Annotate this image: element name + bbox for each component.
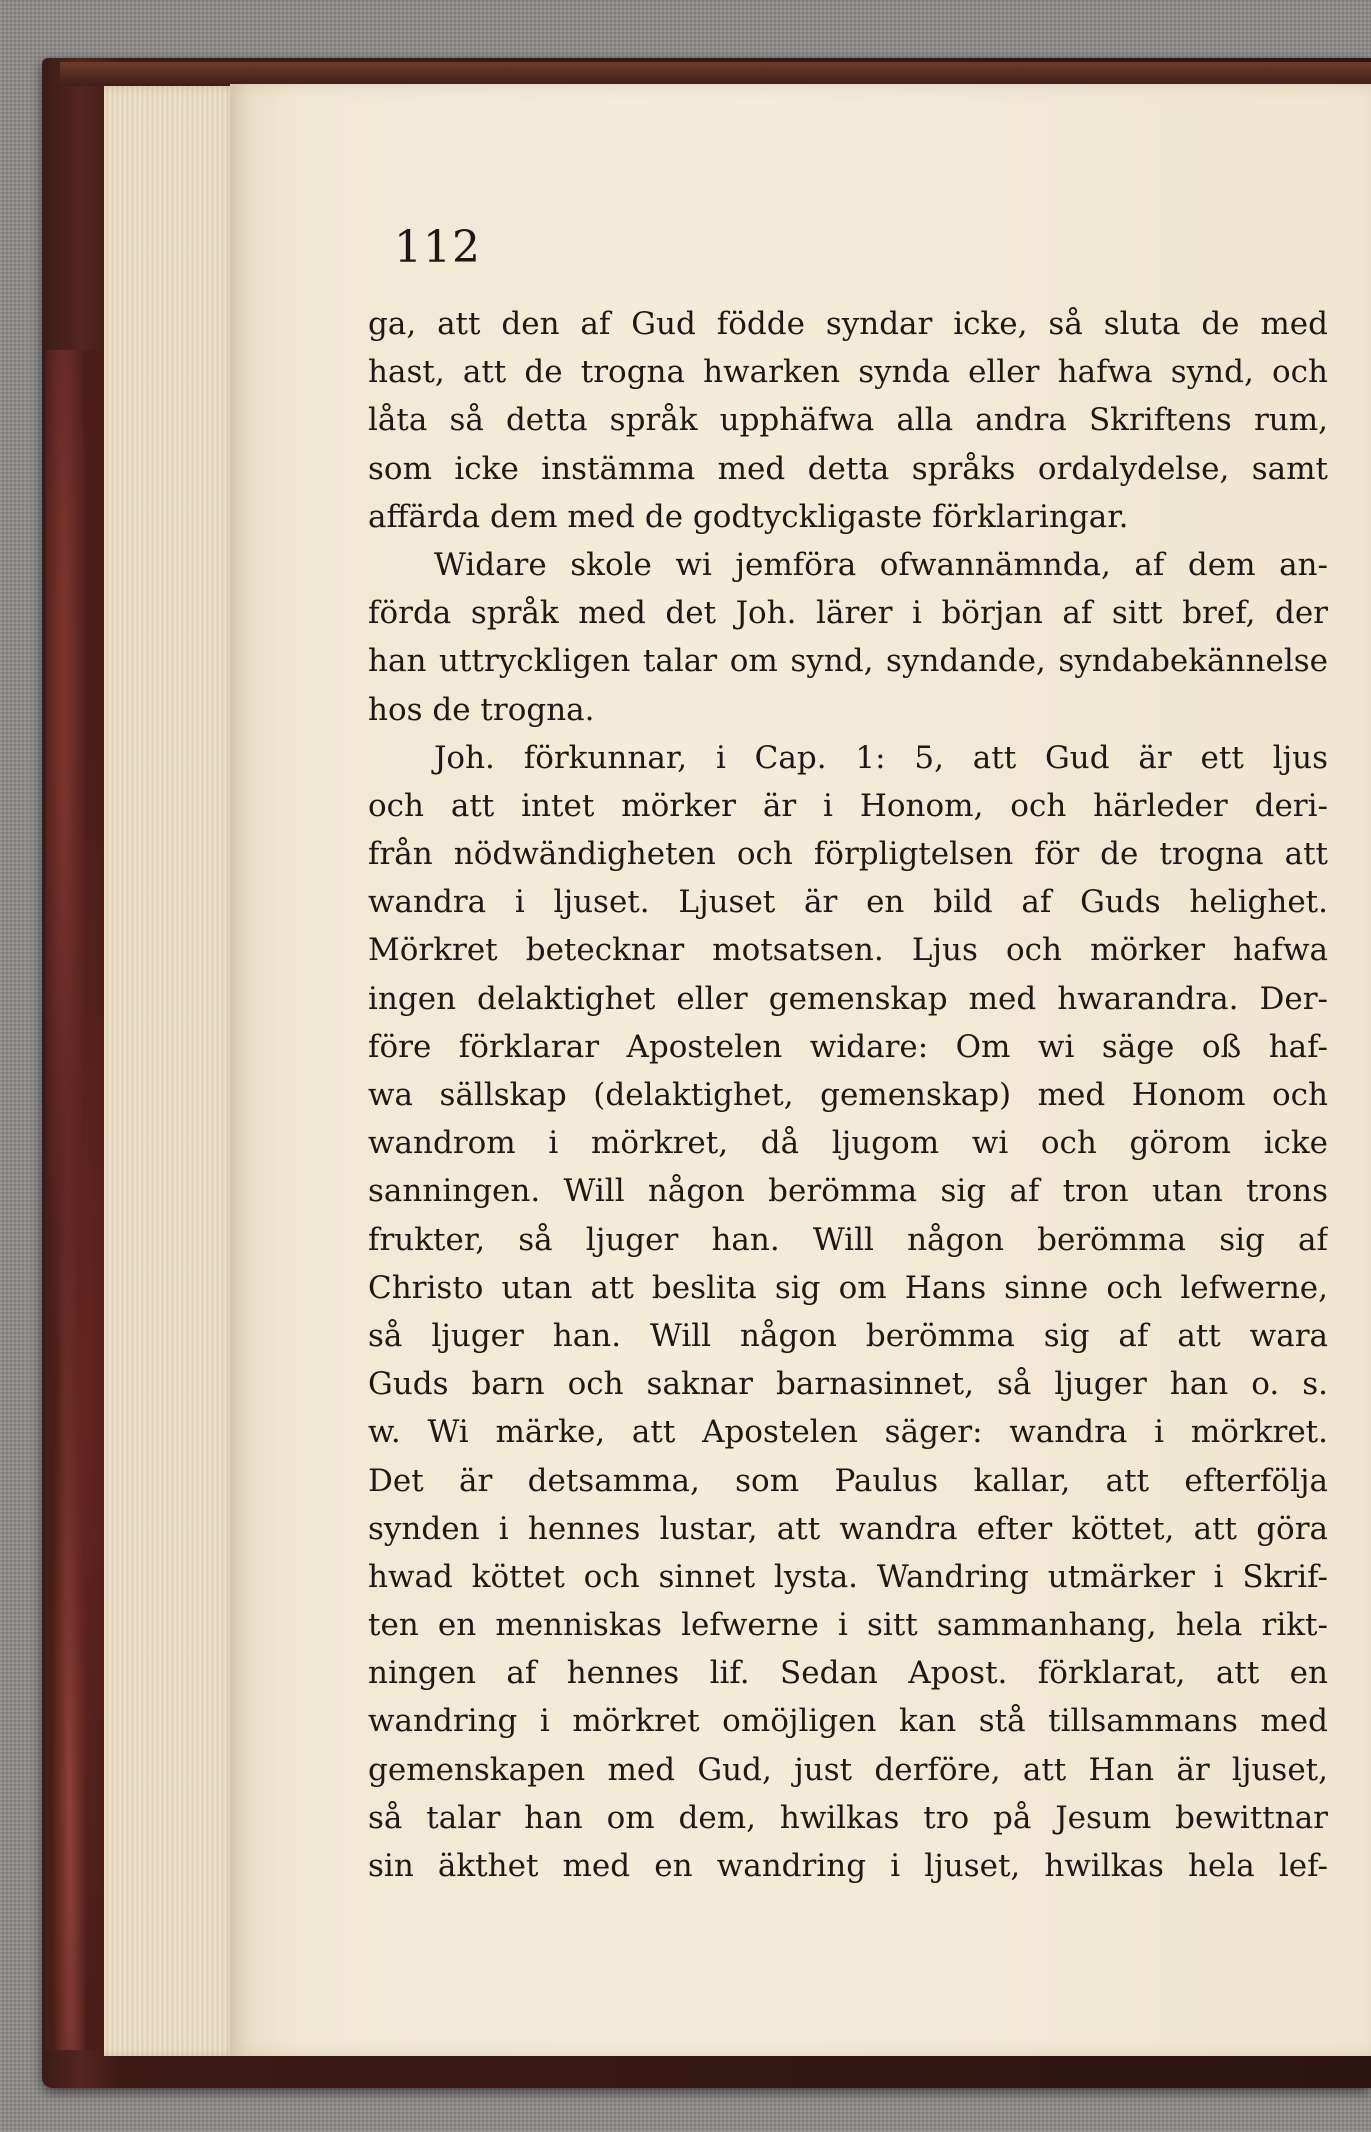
- text-line: wandring i mörkret omöjligen kan stå tillsammans med: [368, 1703, 1328, 1740]
- text-line: förda språk med det Joh. lärer i början af sitt bref, der: [368, 595, 1328, 632]
- marbled-cover-edge: [46, 350, 106, 2050]
- body-text: [368, 300, 1328, 1890]
- text-line: Widare skole wi jemföra ofwannämnda, af dem an-: [434, 546, 1328, 583]
- text-line: så talar han om dem, hwilkas tro på Jesum bewittnar: [368, 1799, 1328, 1836]
- text-line: från nödwändigheten och förpligtelsen för de trogna att: [368, 836, 1328, 873]
- text-line: Det är detsamma, som Paulus kallar, att efterfölja: [368, 1462, 1328, 1499]
- page-edges: [104, 86, 239, 2056]
- text-line: frukter, så ljuger han. Will någon berömma sig af: [368, 1221, 1328, 1258]
- text-line: synden i hennes lustar, att wandra efter köttet, att göra: [368, 1510, 1328, 1547]
- text-line: hwad köttet och sinnet lysta. Wandring utmärker i Skrif-: [368, 1558, 1328, 1595]
- text-line: ga, att den af Gud födde syndar icke, så sluta de med: [368, 306, 1328, 342]
- text-line: wa sällskap (delaktighet, gemenskap) med Honom och: [368, 1077, 1328, 1113]
- page-number: 112: [394, 222, 481, 273]
- text-line: wandrom i mörkret, då ljugom wi och görom icke: [368, 1125, 1328, 1162]
- text-line: Mörkret betecknar motsatsen. Ljus och mörker hafwa: [368, 932, 1328, 969]
- text-line: ningen af hennes lif. Sedan Apost. förklarat, att en: [368, 1655, 1328, 1692]
- text-line: så ljuger han. Will någon berömma sig af att wara: [368, 1317, 1328, 1354]
- text-line: före förklarar Apostelen widare: Om wi säge oß haf-: [368, 1028, 1328, 1065]
- text-line: Joh. förkunnar, i Cap. 1: 5, att Gud är ett ljus: [434, 739, 1328, 776]
- text-line: Guds barn och saknar barnasinnet, så ljuger han o. s.: [368, 1366, 1328, 1403]
- text-line: han uttryckligen talar om synd, syndande, syndabekännelse: [368, 643, 1328, 680]
- text-line: wandra i ljuset. Ljuset är en bild af Guds helighet.: [368, 884, 1328, 921]
- text-line: ingen delaktighet eller gemenskap med hwarandra. Der-: [368, 980, 1328, 1017]
- book-cover-top-edge: [60, 62, 1371, 86]
- text-line: och att intet mörker är i Honom, och härleder deri-: [368, 787, 1328, 824]
- text-line: hos de trogna.: [368, 691, 595, 728]
- text-line: w. Wi märke, att Apostelen säger: wandra i mörkret.: [368, 1414, 1328, 1451]
- text-line: gemenskapen med Gud, just derföre, att Han är ljuset,: [368, 1751, 1328, 1788]
- text-line: sanningen. Will någon berömma sig af tron utan trons: [368, 1173, 1328, 1210]
- text-line: hast, att de trogna hwarken synda eller hafwa synd, och: [368, 354, 1328, 391]
- text-line: affärda dem med de godtyckligaste förklaringar.: [368, 498, 1129, 535]
- text-line: som icke instämma med detta språks ordalydelse, samt: [368, 450, 1328, 487]
- text-line: sin äkthet med en wandring i ljuset, hwilkas hela lef-: [368, 1848, 1328, 1884]
- text-line: Christo utan att beslita sig om Hans sinne och lefwerne,: [368, 1269, 1328, 1306]
- text-line: låta så detta språk upphäfwa alla andra Skriftens rum,: [368, 402, 1328, 439]
- text-line: ten en menniskas lefwerne i sitt sammanhang, hela rikt-: [368, 1607, 1328, 1644]
